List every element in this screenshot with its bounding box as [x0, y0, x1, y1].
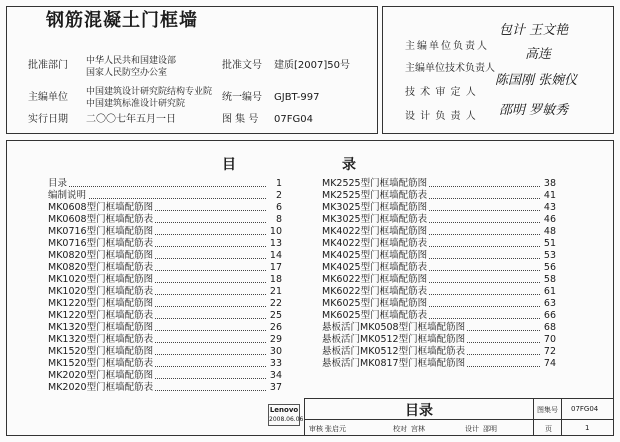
- toc-entry-page: 34: [269, 370, 282, 381]
- toc-entry-page: 26: [269, 322, 282, 333]
- title-block-divider: [305, 419, 613, 420]
- toc-entry: [322, 178, 556, 190]
- toc-entry: [48, 346, 282, 358]
- toc-entry: [48, 334, 282, 346]
- editor-line2: 中国建筑标准设计研究院: [86, 99, 186, 109]
- toc-entry-page: 63: [543, 298, 556, 309]
- toc-entry-title: MK4022型门框墙配筋图: [322, 226, 428, 237]
- toc-entry-title: MK6025型门框墙配筋图: [322, 298, 428, 309]
- toc-entry-page: 25: [269, 310, 282, 321]
- toc-entry-page: 29: [269, 334, 282, 345]
- toc-entry-page: 18: [269, 274, 282, 285]
- date-label: 实行日期: [28, 114, 68, 125]
- toc-entry-page: 13: [269, 238, 282, 249]
- stamp-date: 2008.06.06: [269, 416, 304, 423]
- toc-entry-title: MK0820型门框墙配筋表: [48, 262, 154, 273]
- toc-entry: [48, 286, 282, 298]
- toc-entry-title: MK0820型门框墙配筋图: [48, 250, 154, 261]
- toc-entry-title: MK2020型门框墙配筋图: [48, 370, 154, 381]
- sig-role-design-lead: 设 计 负 责 人: [405, 111, 477, 122]
- toc-entry-title: MK3025型门框墙配筋图: [322, 202, 428, 213]
- toc-entry-page: 2: [275, 190, 282, 201]
- toc-entry-page: 43: [543, 202, 556, 213]
- toc-entry-title: MK2525型门框墙配筋表: [322, 190, 428, 201]
- toc-entry-title: MK1220型门框墙配筋图: [48, 298, 154, 309]
- toc-entry-page: 48: [543, 226, 556, 237]
- atlas-no-label: 图 集 号: [222, 114, 259, 125]
- toc-entry-page: 37: [269, 382, 282, 393]
- stamp-brand: Lenovo: [269, 406, 299, 414]
- title-block-vline-2: [561, 399, 562, 435]
- approved-by-label: 批准部门: [28, 60, 68, 71]
- toc-entry: [48, 298, 282, 310]
- sig-role-chief-unit: 主编单位负责人: [405, 41, 489, 52]
- toc-entry-title: MK0716型门框墙配筋图: [48, 226, 154, 237]
- toc-entry-title: 悬板活门MK0817型门框墙配筋图: [322, 358, 466, 369]
- toc-entry: [48, 250, 282, 262]
- atlas-no-tb: 07FG04: [571, 405, 599, 413]
- toc-entry: [322, 238, 556, 250]
- toc-entry: [322, 226, 556, 238]
- toc-entry: [48, 226, 282, 238]
- title-block-title: 目录: [405, 403, 433, 419]
- editor-line1: 中国建筑设计研究院结构专业院: [86, 87, 213, 97]
- doc-no-label: 批准文号: [222, 60, 262, 71]
- toc-entry: [322, 334, 556, 346]
- page-label: 页: [545, 425, 552, 433]
- toc-entry: [48, 358, 282, 370]
- toc-entry-title: 目录: [48, 178, 68, 189]
- toc-entry-title: 编制说明: [48, 190, 87, 201]
- toc-entry: [322, 262, 556, 274]
- toc-entry: [48, 202, 282, 214]
- toc-entry-title: MK1020型门框墙配筋图: [48, 274, 154, 285]
- toc-entry-page: 70: [543, 334, 556, 345]
- toc-entry-title: 悬板活门MK0508型门框墙配筋图: [322, 322, 466, 333]
- toc-entry-title: MK4022型门框墙配筋表: [322, 238, 428, 249]
- toc-entry-page: 14: [269, 250, 282, 261]
- toc-entry: [48, 274, 282, 286]
- toc-entry-page: 21: [269, 286, 282, 297]
- toc-entry-page: 22: [269, 298, 282, 309]
- toc-entry-title: MK0716型门框墙配筋表: [48, 238, 154, 249]
- reviewer-name: 张启元: [325, 425, 346, 433]
- review-label: 审核: [309, 425, 323, 433]
- signature-1: 包计 王文艳: [499, 23, 569, 38]
- toc-entry-title: MK6022型门框墙配筋图: [322, 274, 428, 285]
- toc-entry-page: 53: [543, 250, 556, 261]
- effective-date: 二〇〇七年五月一日: [86, 114, 176, 125]
- unified-no: GJBT-997: [274, 92, 320, 103]
- toc-entry: [48, 310, 282, 322]
- toc-entry: [322, 346, 556, 358]
- sig-role-reviewer: 技 术 审 定 人: [405, 87, 477, 98]
- toc-heading-left: 目: [222, 157, 236, 173]
- toc-entry: [322, 298, 556, 310]
- toc-entry-title: MK0608型门框墙配筋表: [48, 214, 154, 225]
- toc-entry-page: 30: [269, 346, 282, 357]
- toc-entry-page: 6: [275, 202, 282, 213]
- checker-name: 宫林: [411, 425, 425, 433]
- check-label: 校对: [393, 425, 407, 433]
- toc-entry-page: 61: [543, 286, 556, 297]
- toc-entry: [48, 370, 282, 382]
- lenovo-stamp: [268, 404, 304, 426]
- designer-name: 邵明: [483, 425, 497, 433]
- toc-entry-title: MK4025型门框墙配筋图: [322, 250, 428, 261]
- toc-leader-dots: [48, 186, 266, 187]
- atlas-no-label-tb: 图集号: [537, 406, 558, 414]
- toc-entry-title: MK3025型门框墙配筋表: [322, 214, 428, 225]
- toc-entry-page: 10: [269, 226, 282, 237]
- doc-no: 建质[2007]50号: [274, 60, 350, 71]
- atlas-no: 07FG04: [274, 114, 313, 125]
- toc-entry-page: 1: [275, 178, 282, 189]
- toc-heading-right: 录: [342, 157, 356, 173]
- toc-entry: [322, 214, 556, 226]
- atlas-title: 钢筋混凝土门框墙: [46, 10, 198, 31]
- toc-entry: [48, 178, 282, 190]
- toc-right-column: [322, 178, 556, 370]
- page-no: 1: [585, 424, 590, 432]
- toc-entry-title: MK2525型门框墙配筋图: [322, 178, 428, 189]
- toc-entry-title: MK1320型门框墙配筋图: [48, 322, 154, 333]
- signature-2: 高连: [525, 47, 552, 62]
- toc-entry: [48, 190, 282, 202]
- toc-entry-title: MK1220型门框墙配筋表: [48, 310, 154, 321]
- toc-entry-page: 58: [543, 274, 556, 285]
- toc-entry-page: 46: [543, 214, 556, 225]
- toc-entry: [48, 382, 282, 394]
- approved-by-line1: 中华人民共和国建设部: [86, 56, 177, 66]
- toc-entry: [48, 238, 282, 250]
- toc-entry: [322, 358, 556, 370]
- toc-entry-page: 66: [543, 310, 556, 321]
- toc-entry-page: 68: [543, 322, 556, 333]
- toc-entry-title: MK0608型门框墙配筋图: [48, 202, 154, 213]
- toc-entry-page: 72: [543, 346, 556, 357]
- toc-entry-title: MK2020型门框墙配筋表: [48, 382, 154, 393]
- toc-entry-page: 33: [269, 358, 282, 369]
- toc-entry-page: 8: [275, 214, 282, 225]
- toc-entry-page: 41: [543, 190, 556, 201]
- toc-left-column: [48, 178, 282, 394]
- title-block: [304, 398, 614, 436]
- title-block-vline-1: [533, 399, 534, 435]
- unified-no-label: 统一编号: [222, 92, 262, 103]
- toc-entry: [322, 274, 556, 286]
- design-label: 设计: [465, 425, 479, 433]
- toc-entry-title: MK1520型门框墙配筋表: [48, 358, 154, 369]
- toc-entry-title: MK4025型门框墙配筋表: [322, 262, 428, 273]
- toc-entry-title: 悬板活门MK0512型门框墙配筋表: [322, 346, 466, 357]
- toc-entry-page: 38: [543, 178, 556, 189]
- toc-entry: [48, 322, 282, 334]
- toc-entry-title: MK6025型门框墙配筋表: [322, 310, 428, 321]
- toc-entry: [322, 322, 556, 334]
- toc-entry: [322, 250, 556, 262]
- toc-entry-page: 51: [543, 238, 556, 249]
- toc-entry: [322, 190, 556, 202]
- toc-entry-page: 56: [543, 262, 556, 273]
- toc-entry-page: 17: [269, 262, 282, 273]
- toc-entry-title: MK1020型门框墙配筋表: [48, 286, 154, 297]
- toc-entry-page: 74: [543, 358, 556, 369]
- toc-entry: [322, 286, 556, 298]
- sig-role-tech-chief: 主编单位技术负责人: [405, 63, 495, 74]
- editor-label: 主编单位: [28, 92, 68, 103]
- toc-entry: [48, 262, 282, 274]
- signature-panel: [382, 6, 614, 134]
- toc-entry-title: 悬板活门MK0512型门框墙配筋图: [322, 334, 466, 345]
- toc-entry: [322, 310, 556, 322]
- signature-3: 陈国刚 张婉仪: [495, 73, 578, 88]
- toc-entry-title: MK1520型门框墙配筋图: [48, 346, 154, 357]
- signature-4: 邵明 罗敏秀: [499, 103, 569, 118]
- toc-entry: [48, 214, 282, 226]
- approved-by-line2: 国家人民防空办公室: [86, 68, 168, 78]
- toc-entry: [322, 202, 556, 214]
- toc-entry-title: MK1320型门框墙配筋表: [48, 334, 154, 345]
- toc-entry-title: MK6022型门框墙配筋表: [322, 286, 428, 297]
